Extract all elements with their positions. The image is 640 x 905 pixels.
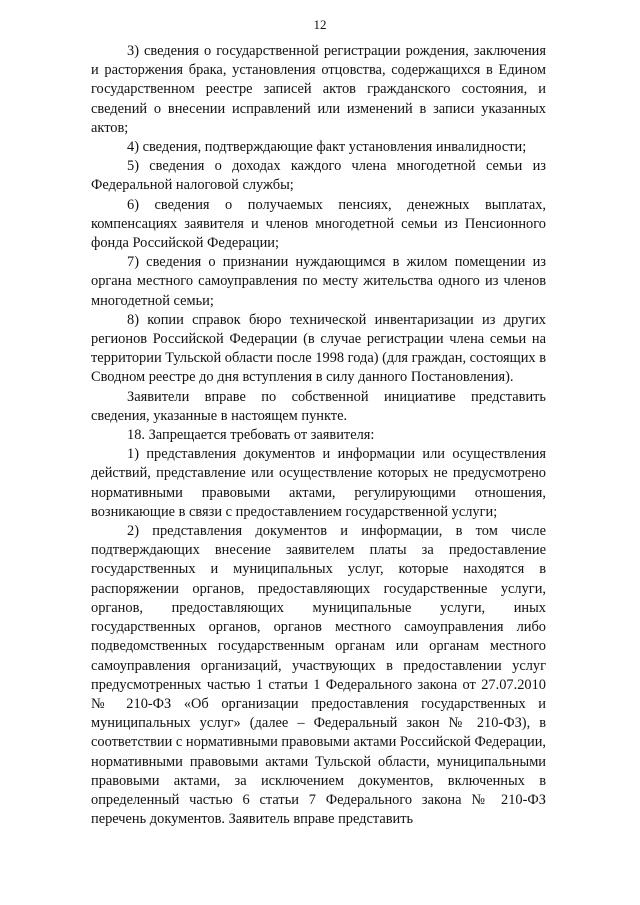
paragraph-item-8: 8) копии справок бюро технической инвентаризации из других регионов Российской Федерации (в случае регистрации члена семьи на территории Тульской области после 1998 года) (для граждан, состоящих в Сводном реестре до дня вступления в силу данного Постановления). [91, 311, 546, 386]
page-number: 12 [313, 17, 327, 32]
paragraph-section-18-heading: 18. Запрещается требовать от заявителя: [127, 427, 375, 444]
paragraph-item-5: 5) сведения о доходах каждого члена многодетной семьи из Федеральной налоговой службы; [91, 158, 546, 194]
paragraph-item-6: 6) сведения о получаемых пенсиях, денежных выплатах, компенсациях заявителя и членов многодетной семьи из Пенсионного фонда Российской Федерации; [91, 196, 546, 252]
document-body [91, 42, 546, 829]
paragraph-prohibition-1: 1) представления документов и информации или осуществления действий, представление или осуществление которых не предусмотрено нормативными правовыми актами, регулирующими отношения, возникающие в связи с предоставлением государственной услуги; [91, 446, 546, 520]
paragraph-item-4: 4) сведения, подтверждающие факт установления инвалидности; [127, 139, 527, 156]
paragraph-prohibition-2: 2) представления документов и информации, в том числе подтверждающих внесение заявителем платы за предоставление государственных и муниципальных услуг, которые находятся в распоряжении органов, предоставляющих государственные услуги, органов, предоставляющих муниципальные услуги, иных государственных органов, органов местного самоуправления либо подведомственных государственным органам или органам местного самоуправления организаций, участвующих в предоставлении услуг предусмотренных частью 1 статьи 1 Федерального закона от 27.07.2010 № 210-ФЗ «Об организации предоставления государственных и муниципальных услуг» (далее – Федеральный закон № 210-ФЗ), в соответствии с нормативными правовыми актами Российской Федерации, нормативными правовыми актами Тульской области, муниципальными правовыми актами, за исключением документов, включенных в определенный частью 6 статьи 7 Федерального закона № 210-ФЗ перечень документов. Заявитель вправе представить [91, 523, 546, 828]
paragraph-item-3: 3) сведения о государственной регистрации рождения, заключения и расторжения брака, установления отцовства, содержащихся в Едином государственном реестре записей актов гражданского состояния, и сведений о внесении исправлений или изменений в записи указанных актов; [91, 43, 546, 136]
paragraph-item-7: 7) сведения о признании нуждающимся в жилом помещении из органа местного самоуправления по месту жительства одного из членов многодетной семьи; [91, 254, 546, 309]
paragraph-applicant-right: Заявители вправе по собственной инициативе представить сведения, указанные в настоящем пункте. [91, 388, 546, 424]
